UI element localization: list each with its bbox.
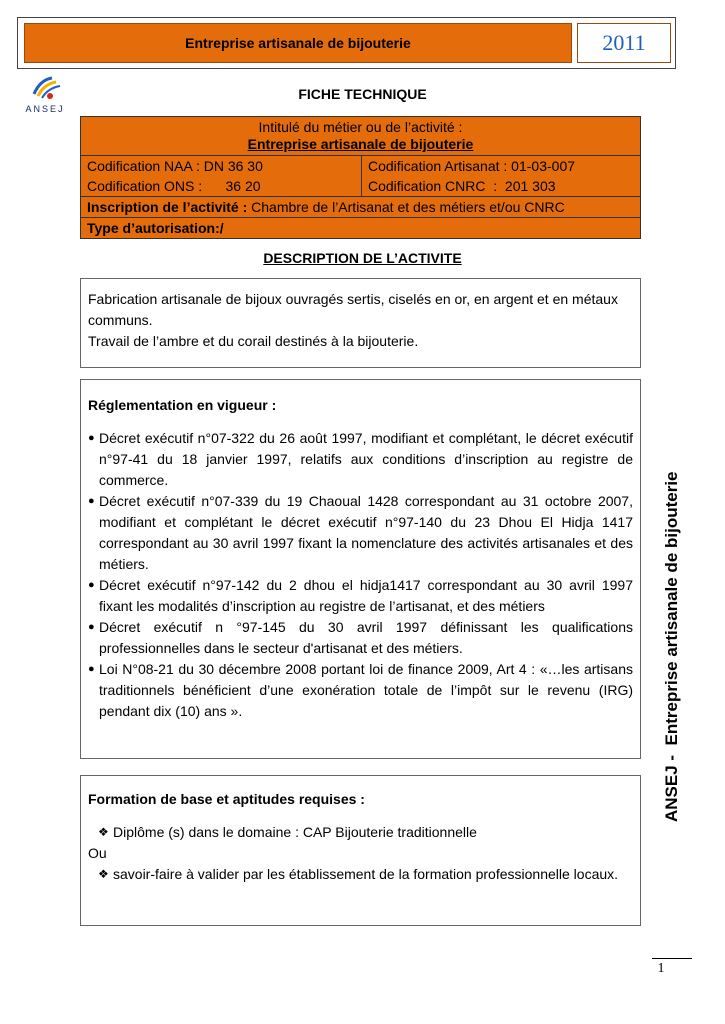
reglementation-box — [80, 379, 641, 759]
inscription-cell — [81, 197, 641, 218]
bullet-icon: ● — [88, 663, 95, 675]
type-autorisation-label: Type d’autorisation:/ — [87, 220, 224, 236]
page-number: 1 — [657, 961, 665, 976]
bullet-icon: ● — [88, 621, 95, 633]
intitule-label: Intitulé du métier ou de l’activité : — [258, 119, 463, 135]
technical-table — [80, 116, 641, 239]
reglementation-item: ● Décret exécutif n°97-142 du 2 dhou el hidja1417 correspondant au 30 avril 1997 fixant les modalités d’inscription au registre de l’artisanat, et des métiers — [88, 577, 633, 614]
description-title: DESCRIPTION DE L’ACTIVITE — [263, 250, 462, 266]
bullet-icon: ● — [88, 432, 95, 444]
inscription-label: Inscription de l’activité : — [87, 199, 248, 215]
reglementation-title: Réglementation en vigueur : — [88, 397, 277, 413]
reglementation-item: ● Décret exécutif n°07-322 du 26 août 1997, modifiant et complétant, le décret exécutif n°97-41 du 18 janvier 1997, relatifs aux conditions d’inscription au registre de commerce. — [88, 430, 633, 488]
description-box — [80, 278, 641, 368]
bullet-icon: ● — [88, 495, 95, 507]
reglementation-item: ● Loi N°08-21 du 30 décembre 2008 portant loi de finance 2009, Art 4 : «…les artisans traditionnels bénéficient d’une exonération totale de l’impôt sur le revenu (IRG) pendant dix (10) ans ». — [88, 661, 633, 719]
formation-item: ❖ savoir-faire à valider par les établissement de la formation professionnelle locaux. — [88, 864, 633, 885]
formation-title: Formation de base et aptitudes requises : — [88, 791, 365, 807]
diamond-bullet-icon: ❖ — [98, 825, 109, 839]
reglementation-item: ● Décret exécutif n °97-145 du 30 avril 1997 définissant les qualifications professionnelles dans le secteur d'artisanat et des métiers. — [88, 619, 633, 656]
formation-item: ❖ Diplôme (s) dans le domaine : CAP Bijouterie traditionnelle — [88, 822, 633, 843]
page-number-rule — [652, 958, 692, 959]
type-autorisation-cell — [81, 218, 641, 239]
header-frame — [17, 17, 676, 69]
codification-ons: Codification ONS : 36 20 — [87, 178, 261, 194]
codification-artisanat: Codification Artisanat : 01-03-007 — [368, 158, 576, 174]
header-year: 2011 — [577, 23, 671, 63]
diamond-bullet-icon: ❖ — [98, 867, 109, 881]
description-line-1: Fabrication artisanale de bijoux ouvragés sertis, ciselés en or, en argent et en métaux communs. — [88, 291, 618, 328]
logo-text: ANSEJ — [25, 104, 65, 114]
formation-box — [80, 775, 641, 926]
codification-cnrc: Codification CNRC : 201 303 — [368, 178, 556, 194]
codification-right-cell — [362, 156, 641, 197]
side-vertical-text: ANSEJ - Entreprise artisanale de bijouterie — [662, 471, 681, 822]
description-line-2: Travail de l’ambre et du corail destinés à la bijouterie. — [88, 333, 419, 349]
intitule-cell — [81, 117, 641, 156]
bullet-icon: ● — [88, 579, 95, 591]
intitule-value: Entreprise artisanale de bijouterie — [247, 136, 474, 152]
fiche-title: FICHE TECHNIQUE — [298, 86, 427, 102]
codification-left-cell — [81, 156, 362, 197]
inscription-value: Chambre de l’Artisanat et des métiers et/ou CNRC — [247, 199, 565, 215]
header-title: Entreprise artisanale de bijouterie — [24, 23, 572, 63]
reglementation-list — [88, 428, 633, 722]
codification-naa: Codification NAA : DN 36 30 — [87, 158, 263, 174]
reglementation-item: ● Décret exécutif n°07-339 du 19 Chaoual 1428 correspondant au 31 octobre 2007, modifiant et complétant le décret exécutif n°97-140 du 23 Dhou El Hidja 1417 correspondant au 30 avril 1997 fixant la nomenclature des activités artisanales et des métiers. — [88, 493, 633, 572]
formation-ou: Ou — [88, 845, 107, 861]
